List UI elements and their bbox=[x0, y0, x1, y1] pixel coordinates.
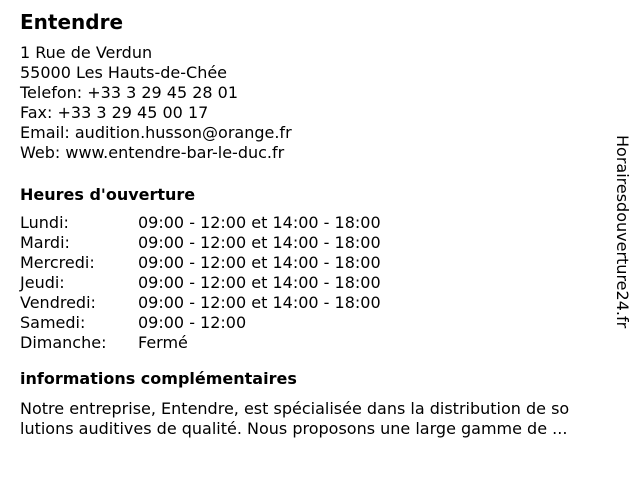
info-line-2: lutions auditives de qualité. Nous proposons une large gamme de ... bbox=[20, 419, 568, 438]
hours-row-mercredi bbox=[20, 253, 620, 273]
info-description bbox=[20, 399, 620, 439]
address-line-1: 1 Rue de Verdun bbox=[20, 43, 153, 62]
hours-heading: Heures d'ouverture bbox=[20, 185, 196, 204]
day-label: Dimanche: bbox=[20, 333, 107, 352]
business-card bbox=[20, 10, 620, 439]
time-value: 09:00 - 12:00 et 14:00 - 18:00 bbox=[138, 273, 381, 292]
email-line: Email: audition.husson@orange.fr bbox=[20, 123, 292, 142]
day-label: Vendredi: bbox=[20, 293, 96, 312]
hours-row-vendredi bbox=[20, 293, 620, 313]
hours-row-jeudi bbox=[20, 273, 620, 293]
day-label: Lundi: bbox=[20, 213, 69, 232]
time-value: 09:00 - 12:00 et 14:00 - 18:00 bbox=[138, 293, 381, 312]
business-name: Entendre bbox=[20, 10, 124, 34]
side-brand-watermark: Horairesdouverture24.fr bbox=[613, 135, 632, 329]
web-line: Web: www.entendre-bar-le-duc.fr bbox=[20, 143, 285, 162]
telefon-line: Telefon: +33 3 29 45 28 01 bbox=[20, 83, 239, 102]
time-value: 09:00 - 12:00 et 14:00 - 18:00 bbox=[138, 233, 381, 252]
day-label: Samedi: bbox=[20, 313, 86, 332]
hours-row-mardi bbox=[20, 233, 620, 253]
time-value: Fermé bbox=[138, 333, 188, 352]
time-value: 09:00 - 12:00 et 14:00 - 18:00 bbox=[138, 213, 381, 232]
time-value: 09:00 - 12:00 bbox=[138, 313, 247, 332]
day-label: Jeudi: bbox=[20, 273, 65, 292]
fax-line: Fax: +33 3 29 45 00 17 bbox=[20, 103, 209, 122]
time-value: 09:00 - 12:00 et 14:00 - 18:00 bbox=[138, 253, 381, 272]
address-line-2: 55000 Les Hauts-de-Chée bbox=[20, 63, 228, 82]
info-heading: informations complémentaires bbox=[20, 369, 297, 388]
day-label: Mardi: bbox=[20, 233, 70, 252]
info-line-1: Notre entreprise, Entendre, est spécialisée dans la distribution de so bbox=[20, 399, 570, 418]
day-label: Mercredi: bbox=[20, 253, 95, 272]
hours-row-samedi bbox=[20, 313, 620, 333]
hours-row-lundi bbox=[20, 213, 620, 233]
hours-row-dimanche bbox=[20, 333, 620, 353]
hours-table bbox=[20, 213, 620, 353]
